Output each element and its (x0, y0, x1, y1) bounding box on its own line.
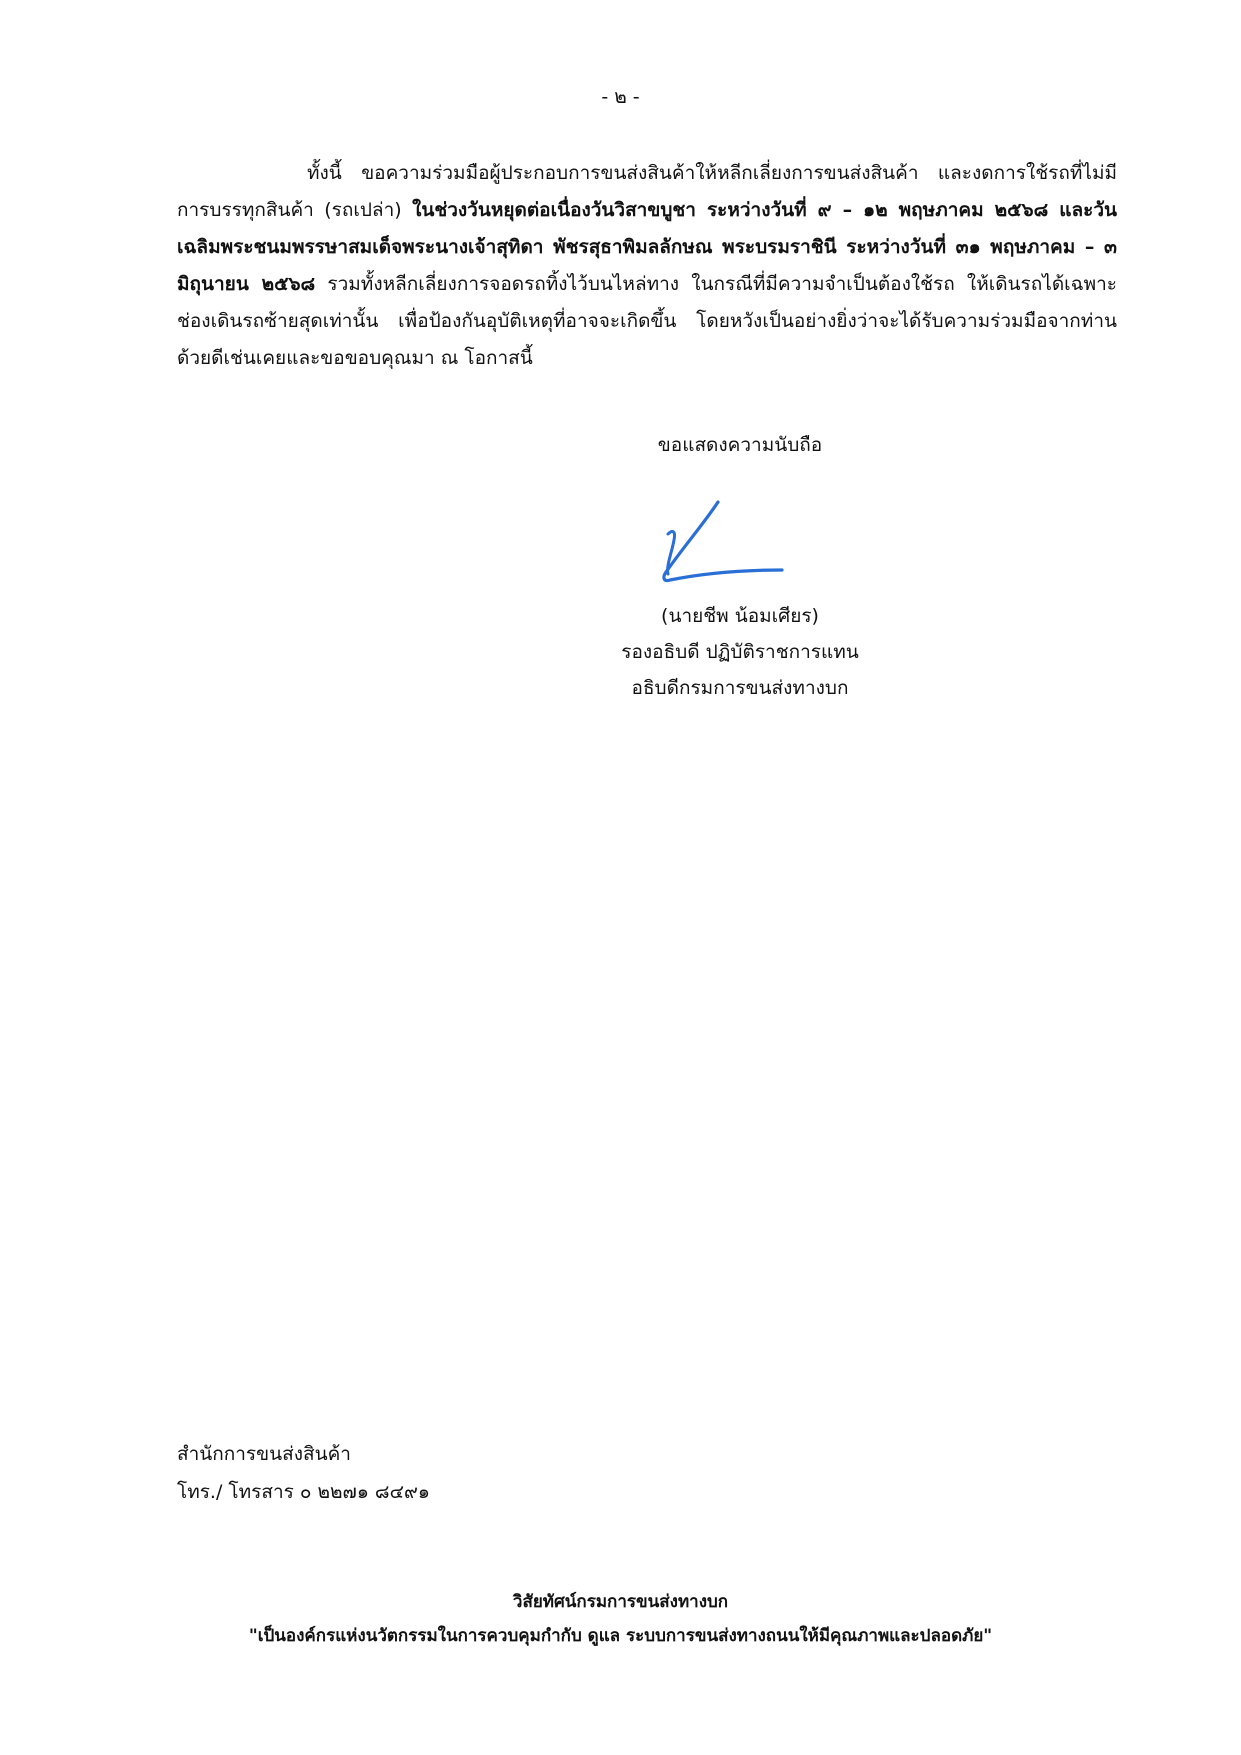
signer-block (540, 598, 940, 706)
body-segment-intro: ทั้งนี้ ขอความร่วมมือผู้ประกอบการขนส่งสินค้าให้หลีกเลี่ยงการขนส่งสินค้า และงดการใช้รถที่ไม่มีการบรรทุกสินค้า (รถเปล่า) (177, 162, 1117, 221)
vision-statement: "เป็นองค์กรแห่งนวัตกรรมในการควบคุมกำกับ ดูแล ระบบการขนส่งทางถนนให้มีคุณภาพและปลอดภัย" (248, 1626, 993, 1646)
signer-name: (นายชีพ น้อมเศียร) (661, 605, 819, 627)
signer-position-director: อธิบดีกรมการขนส่งทางบก (631, 677, 849, 699)
signer-position-acting: รองอธิบดี ปฏิบัติราชการแทน (621, 641, 859, 663)
closing-salutation: ขอแสดงความนับถือ (657, 434, 823, 456)
office-contact (177, 1435, 430, 1511)
body-segment-holiday-dates: ในช่วงวันหยุดต่อเนื่องวันวิสาขบูชา ระหว่างวันที่ ๙ – ๑๒ พฤษภาคม ๒๕๖๘ และวันเฉลิมพระชนมพรรษาสมเด็จพระนางเจ้าสุทิดา พัชรสุธาพิมลลักษณ พระบรมราชินี ระหว่างวันที่ ๓๑ พฤษภาคม – ๓ มิถุนายน ๒๕๖๘ (177, 199, 1117, 295)
body-segment-request: รวมทั้งหลีกเลี่ยงการจอดรถทิ้งไว้บนไหล่ทาง ในกรณีที่มีความจำเป็นต้องใช้รถ ให้เดินรถได้เฉพาะช่องเดินรถซ้ายสุดเท่านั้น เพื่อป้องกันอุบัติเหตุที่อาจจะเกิดขึ้น โดยหวังเป็นอย่างยิ่งว่าจะได้รับความร่วมมือจากท่านด้วยดีเช่นเคยและขอขอบคุณมา ณ โอกาสนี้ (177, 273, 1117, 369)
letter-body (177, 155, 1117, 377)
body-paragraph (177, 155, 1117, 377)
page-number: - ๒ - (601, 86, 640, 108)
office-phone: โทร./ โทรสาร ๐ ๒๒๗๑ ๘๔๙๑ (177, 1481, 430, 1503)
vision-title: วิสัยทัศน์กรมการขนส่งทางบก (512, 1592, 729, 1612)
office-name: สำนักการขนส่งสินค้า (177, 1443, 351, 1465)
signature-image (660, 500, 800, 590)
vision-footer (0, 1585, 1241, 1653)
